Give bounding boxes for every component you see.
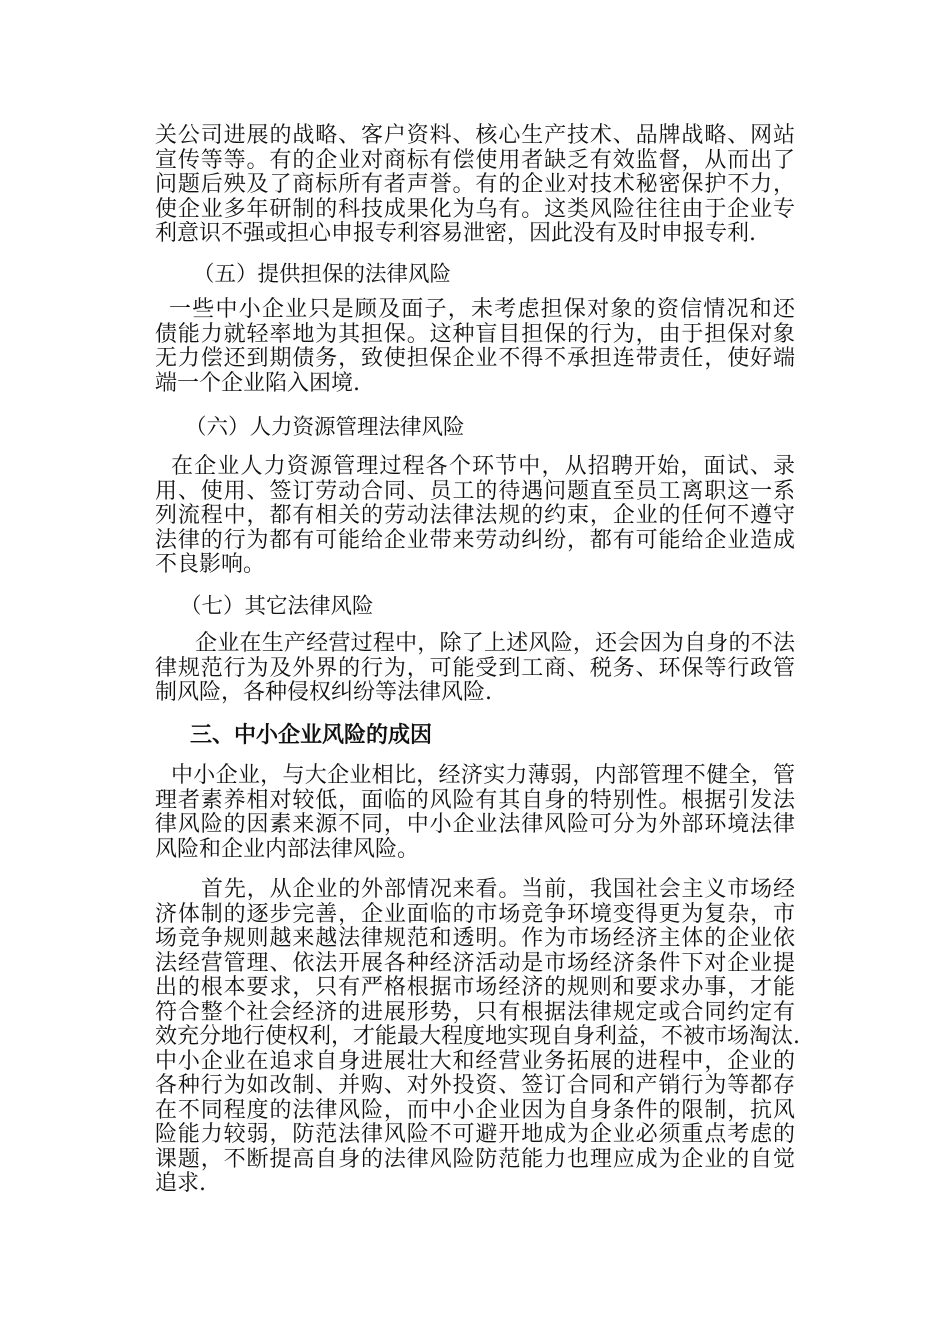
paragraph-other-risk [155,632,795,706]
text-line: 不良影响。 [155,552,266,577]
section-heading-6: （六）人力资源管理法律风险 [185,415,465,440]
section-heading-5: （五）提供担保的法律风险 [193,262,452,287]
text-line: 用、使用、签订劳动合同、员工的待遇问题直至员工离职这一系 [155,478,795,504]
text-line: 一些中小企业只是顾及面子，未考虑担保对象的资信情况和还 [169,297,795,322]
text-line: 首先，从企业的外部情况来看。当前，我国社会主义市场经 [201,877,795,902]
text-line: 问题后殃及了商标所有者声誉。有的企业对技术秘密保护不力， [155,172,795,197]
text-line: 债能力就轻率地为其担保。这种盲目担保的行为，由于担保对象 [155,321,795,347]
paragraph-guarantee-risk [155,298,795,396]
text-line: 关公司进展的战略、客户资料、核心生产技术、品牌战略、网站 [155,123,795,148]
text-line: 各种行为如改制、并购、对外投资、签订合同和产销行为等都存 [155,1073,795,1098]
paragraph-hr-risk [155,455,795,578]
section-heading-7: （七）其它法律风险 [180,594,374,619]
text-line: 法律的行为都有可能给企业带来劳动纠纷，都有可能给企业造成 [155,527,795,553]
text-line: 在企业人力资源管理过程各个环节中，从招聘开始，面试、录 [171,454,795,479]
text-line: 法经营管理、依法开展各种经济活动是市场经济条件下对企业提 [155,950,795,976]
text-line: 济体制的逐步完善，企业面临的市场竞争环境变得更为复杂，市 [155,901,795,927]
text-line: 风险和企业内部法律风险。 [155,836,420,862]
text-line: 无力偿还到期债务，致使担保企业不得不承担连带责任，使好端 [155,346,795,371]
text-line: 企业在生产经营过程中，除了上述风险，还会因为自身的不法 [195,631,795,656]
paragraph-sme-causes [155,764,795,862]
chapter-heading-3: 三、中小企业风险的成因 [190,722,433,748]
text-line: 中小企业，与大企业相比，经济实力薄弱，内部管理不健全，管 [171,763,795,788]
text-line: 中小企业在追求自身进展壮大和经营业务拓展的进程中，企业的 [155,1048,795,1074]
text-line: 理者素养相对较低，面临的风险有其自身的特别性。根据引发法 [155,787,795,813]
text-line: 场竞争规则越来越法律规范和透明。作为市场经济主体的企业依 [155,926,795,951]
text-line: 律规范行为及外界的行为，可能受到工商、税务、环保等行政管 [155,655,795,681]
text-line: 在不同程度的法律风险，而中小企业因为自身条件的限制，抗风 [155,1097,795,1123]
text-line: 险能力较弱，防范法律风险不可避开地成为企业必须重点考虑的 [155,1122,795,1147]
text-line: 制风险，各种侵权纠纷等法律风险. [155,680,492,705]
text-line: 符合整个社会经济的进展形势，只有根据法律规定或合同约定有 [155,999,795,1025]
text-line: 课题，不断提高自身的法律风险防范能力也理应成为企业的自觉 [155,1146,795,1172]
text-line: 效充分地行使权利，才能最大程度地实现自身利益，不被市场淘汰. [155,1024,800,1049]
text-line: 律风险的因素来源不同，中小企业法律风险可分为外部环境法律 [155,812,795,837]
paragraph-external-environment [155,877,800,1197]
text-line: 使企业多年研制的科技成果化为乌有。这类风险往往由于企业专 [155,196,795,222]
text-line: 列流程中，都有相关的劳动法律法规的约束，企业的任何不遵守 [155,503,795,528]
text-line: 追求. [155,1171,206,1196]
text-line: 端一个企业陷入困境. [155,370,360,396]
paragraph-trademark-risk [155,124,795,247]
text-line: 宣传等等。有的企业对商标有偿使用者缺乏有效监督，从而出了 [155,147,795,173]
text-line: 出的根本要求，只有严格根据市场经济的规则和要求办事，才能 [155,975,795,1000]
text-line: 利意识不强或担心申报专利容易泄密，因此没有及时申报专利. [155,221,756,246]
